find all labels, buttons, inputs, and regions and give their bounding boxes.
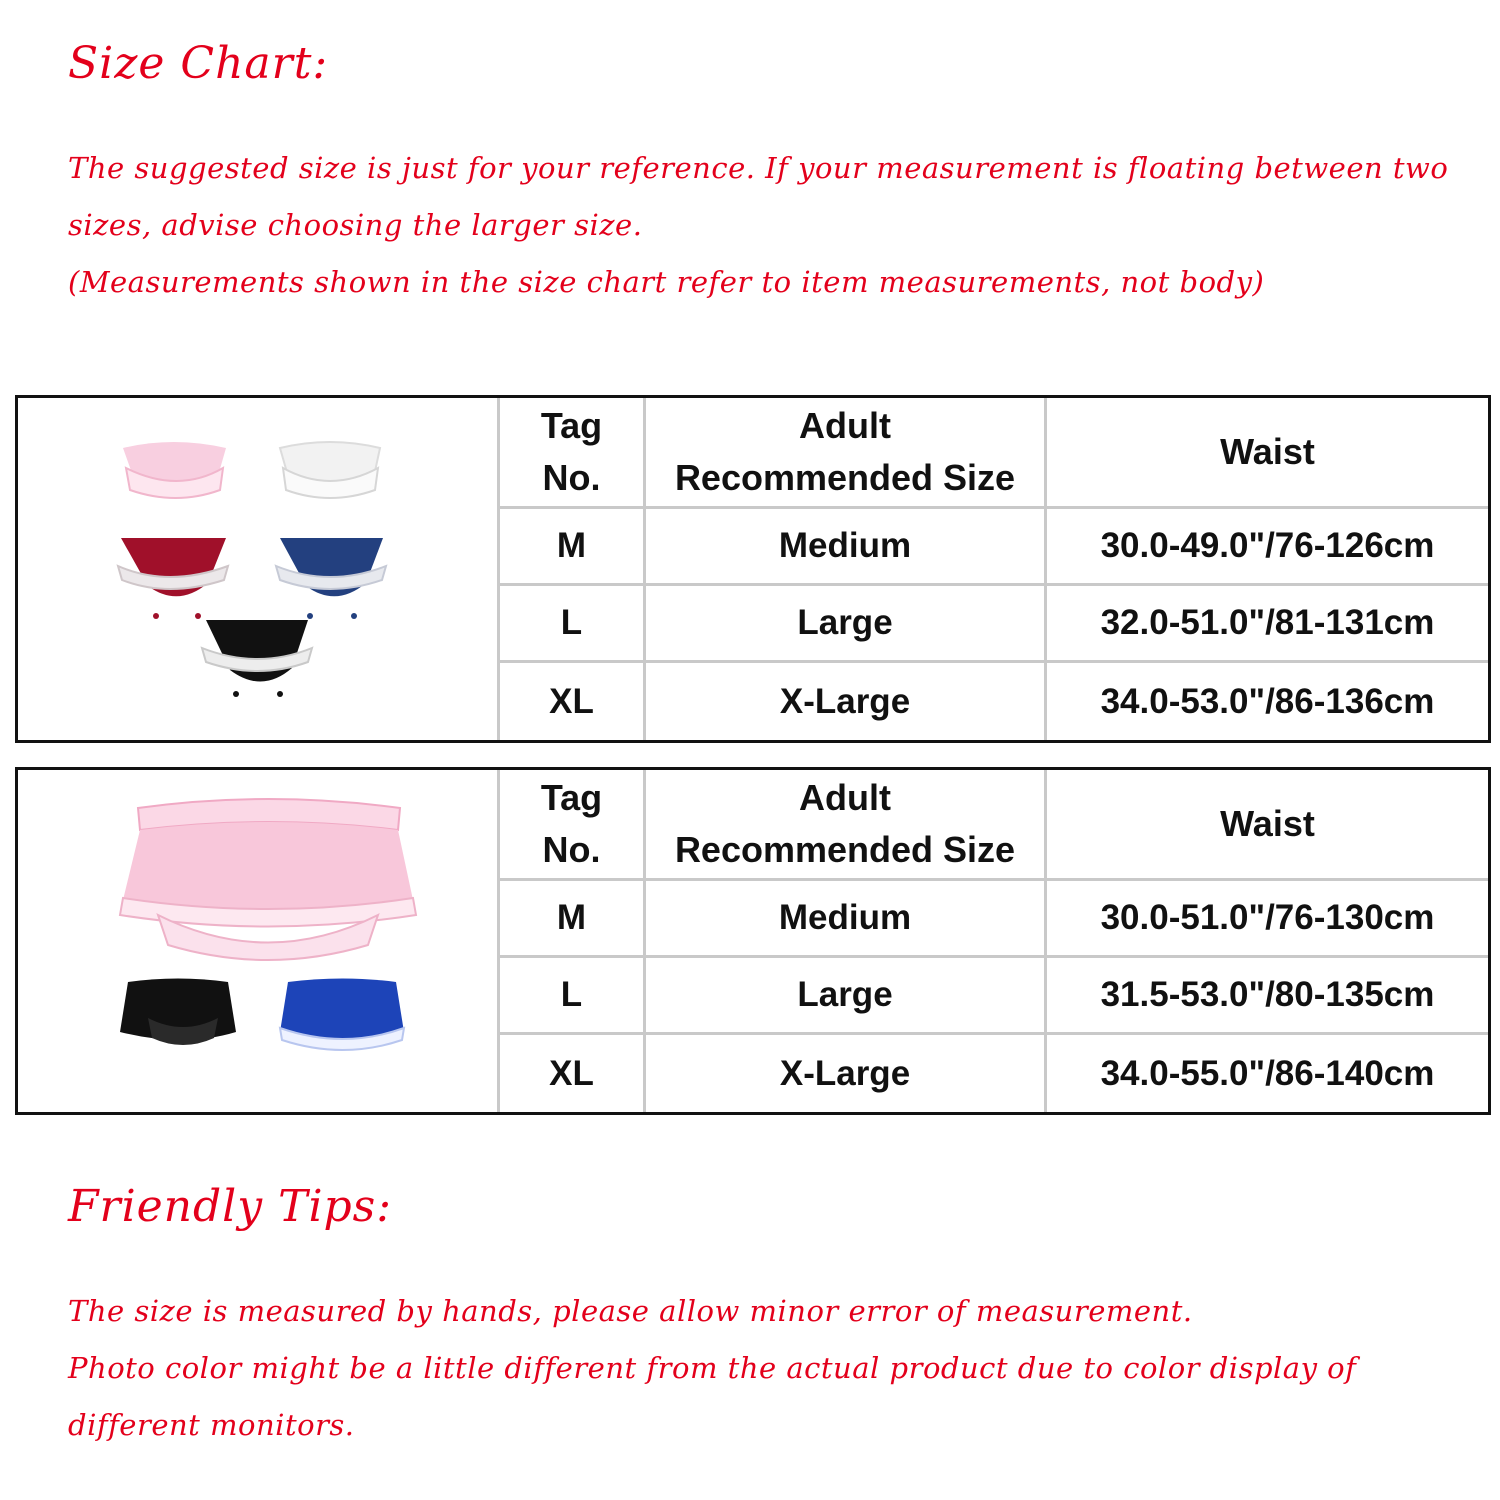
header-waist: Waist [1044, 770, 1488, 881]
header-size-line1: Adult [799, 777, 891, 818]
cell-tag: XL [497, 1035, 643, 1112]
header-size-line2: Recommended Size [674, 457, 1016, 498]
cell-waist: 34.0-55.0"/86-140cm [1044, 1035, 1488, 1112]
note-line-1: The suggested size is just for your reference. If your measurement is floating between two [68, 151, 1449, 185]
header-size-line1: Adult [799, 405, 891, 446]
cell-tag: M [497, 509, 643, 586]
header-tag-no [497, 398, 643, 509]
size-table-2 [15, 767, 1491, 1115]
header-recommended-size [643, 770, 1044, 881]
burgundy-brief-image [118, 538, 228, 619]
header-tag-line2: No. [542, 457, 601, 498]
header-tag-line2: No. [542, 829, 601, 870]
friendly-tips-title: Friendly Tips: [68, 1181, 393, 1232]
pink-brief-large-image [120, 799, 416, 960]
cell-waist: 34.0-53.0"/86-136cm [1044, 663, 1488, 740]
cell-size: Large [643, 586, 1044, 663]
white-brief-image [280, 442, 380, 498]
cell-tag: M [497, 881, 643, 958]
header-waist: Waist [1044, 398, 1488, 509]
navy-brief-image [276, 538, 386, 619]
cell-waist: 31.5-53.0"/80-135cm [1044, 958, 1488, 1035]
cell-waist: 30.0-51.0"/76-130cm [1044, 881, 1488, 958]
cell-size: Medium [643, 881, 1044, 958]
header-tag-line1: Tag [540, 777, 603, 818]
product-photo-1 [18, 398, 497, 740]
size-table-1 [15, 395, 1491, 743]
note-line-3: (Measurements shown in the size chart refer to item measurements, not body) [68, 265, 1265, 299]
cell-tag: L [497, 958, 643, 1035]
header-recommended-size [643, 398, 1044, 509]
product-photo-2 [18, 770, 497, 1112]
size-chart-title: Size Chart: [68, 38, 329, 89]
black-brief-image [120, 979, 236, 1046]
header-tag-line1: Tag [540, 405, 603, 446]
tip-line-3: different monitors. [68, 1408, 355, 1442]
header-tag-no [497, 770, 643, 881]
cell-waist: 30.0-49.0"/76-126cm [1044, 509, 1488, 586]
cell-size: Medium [643, 509, 1044, 586]
cell-tag: XL [497, 663, 643, 740]
cell-size: Large [643, 958, 1044, 1035]
friendly-tips-text [68, 1283, 1468, 1454]
black-brief-image [202, 620, 312, 697]
cell-size: X-Large [643, 1035, 1044, 1112]
tip-line-1: The size is measured by hands, please allow minor error of measurement. [68, 1294, 1193, 1328]
cell-waist: 32.0-51.0"/81-131cm [1044, 586, 1488, 663]
size-chart-note [68, 140, 1468, 311]
cell-size: X-Large [643, 663, 1044, 740]
blue-brief-image [280, 979, 404, 1051]
tip-line-2: Photo color might be a little different from the actual product due to color display of [68, 1351, 1357, 1385]
product-photo-2-image [18, 770, 497, 1106]
note-line-2: sizes, advise choosing the larger size. [68, 208, 643, 242]
cell-tag: L [497, 586, 643, 663]
header-size-line2: Recommended Size [674, 829, 1016, 870]
pink-brief-image [123, 442, 226, 498]
product-photo-1-image [18, 398, 497, 734]
